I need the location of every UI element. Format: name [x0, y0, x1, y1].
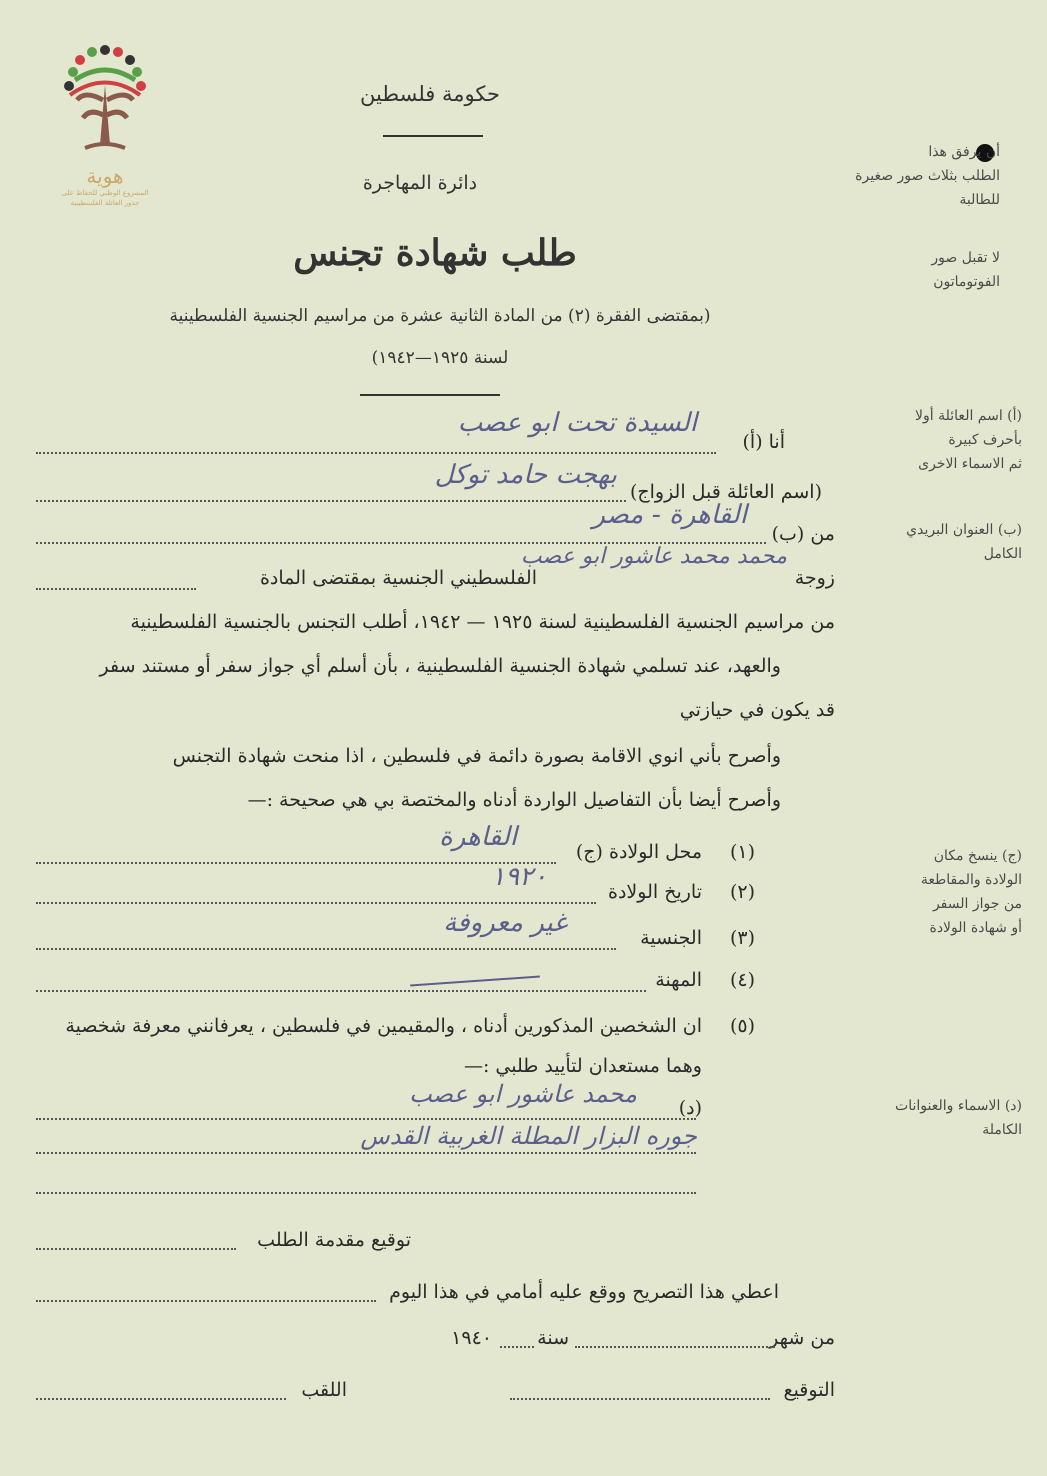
i-am-value: السيدة تحت ابو عصب [457, 408, 697, 438]
item-4-number: (٤) [729, 969, 755, 991]
note-photos [850, 140, 1000, 212]
item-1-label: محل الولادة (ج) [575, 841, 702, 863]
note-b-line-2: الكامل [983, 546, 1022, 562]
signature-label: التوقيع [783, 1379, 835, 1401]
note-d-line-1: (د) الاسماء والعنوانات [895, 1098, 1022, 1114]
from-label: من (ب) [771, 523, 835, 545]
item-3-dots [36, 948, 616, 950]
body-line-4: وأصرح بأني انوي الاقامة بصورة دائمة في فلسطين ، اذا منحت شهادة التجنس [172, 745, 781, 767]
references-label: (د) [678, 1097, 702, 1119]
note-no-photomaton [850, 246, 1000, 294]
year-label: سنة [537, 1327, 569, 1349]
signature-dots [510, 1398, 770, 1400]
applicant-signature-dots [36, 1248, 236, 1250]
note-c-line-1: (ج) ينسخ مكان [933, 848, 1022, 864]
maiden-name-dots [36, 500, 626, 502]
item-1-number: (١) [729, 841, 755, 863]
month-dots [575, 1346, 775, 1348]
item-5-number: (٥) [729, 1015, 755, 1037]
note-c [850, 844, 1022, 940]
wife-of-dots [36, 588, 196, 590]
maiden-name-label: (اسم العائلة قبل الزواج) [629, 481, 822, 503]
applicant-signature-label: توقيع مقدمة الطلب [257, 1229, 411, 1251]
form-subtitle-1: (بمقتضى الفقرة (٢) من المادة الثانية عشرة من مراسيم الجنسية الفلسطينية [169, 306, 711, 326]
logo-name: هوية [86, 164, 124, 188]
item-4-dots [36, 990, 646, 992]
from-value: القاهرة - مصر [592, 500, 747, 530]
maiden-name-value: بهجت حامد توكل [434, 460, 617, 490]
body-line-3: قد يكون في حيازتي [679, 699, 835, 721]
form-subtitle-2: لسنة ١٩٢٥—١٩٤٢) [371, 348, 509, 368]
title-dots [36, 1398, 286, 1400]
year-dots [500, 1346, 534, 1348]
note-no-photomaton-line-2: الفوتوماتون [933, 274, 1000, 290]
item-1-dots [36, 862, 556, 864]
note-b [850, 518, 1022, 566]
form-title: طلب شهادة تجنس [293, 232, 577, 274]
note-c-line-4: أو شهادة الولادة [929, 920, 1022, 936]
note-c-line-3: من جواز السفر [932, 896, 1022, 912]
item-2-dots [36, 902, 596, 904]
item-1-value: القاهرة [439, 822, 517, 852]
note-no-photomaton-line-1: لا تقبل صور [931, 250, 1000, 266]
item-5-text-1: ان الشخصين المذكورين أدناه ، والمقيمين في فلسطين ، يعرفانني معرفة شخصية [65, 1015, 702, 1037]
logo-tagline-1: المشروع الوطني للحفاظ على [61, 189, 149, 197]
note-c-line-2: الولادة والمقاطعة [920, 872, 1022, 888]
government-heading: حكومة فلسطين [360, 82, 500, 106]
note-a-line-2: بأحرف كبيرة [948, 432, 1022, 448]
year-value: ١٩٤٠ [451, 1327, 492, 1349]
item-2-number: (٢) [729, 881, 755, 903]
note-d [850, 1094, 1022, 1142]
reference-2-dots [36, 1152, 696, 1154]
item-4-dash [410, 975, 540, 986]
wife-of-value: محمد محمد عاشور ابو عصب [520, 544, 787, 569]
note-photos-line-2: الطلب بثلاث صور صغيرة [855, 168, 1000, 184]
note-b-line-1: (ب) العنوان البريدي [906, 522, 1022, 538]
note-a-line-1: (أ) اسم العائلة أولا [915, 408, 1022, 424]
wife-of-suffix: الفلسطيني الجنسية بمقتضى المادة [259, 567, 537, 589]
logo-tagline-2: جذور العائلة الفلسطينية [70, 199, 140, 207]
reference-1-value: محمد عاشور ابو عصب [409, 1080, 637, 1108]
header-rule-1 [383, 135, 483, 137]
reference-2-value: جوره البزار المطلة الغربية القدس [360, 1122, 697, 1150]
item-2-label: تاريخ الولادة [608, 881, 702, 903]
item-3-number: (٣) [729, 927, 755, 949]
header-rule-2 [360, 394, 500, 396]
item-3-value: غير معروفة [443, 908, 567, 938]
body-line-2: والعهد، عند تسلمي شهادة الجنسية الفلسطينية ، بأن أسلم أي جواز سفر أو مستند سفر [99, 655, 781, 677]
item-5-text-2: وهما مستعدان لتأييد طلبي :— [463, 1055, 702, 1077]
body-line-1: من مراسيم الجنسية الفلسطينية لسنة ١٩٢٥ — ١٩٤٢، أطلب التجنس بالجنسية الفلسطينية [130, 611, 835, 633]
title-label: اللقب [301, 1379, 347, 1401]
note-d-line-2: الكاملة [982, 1122, 1022, 1138]
note-a-line-3: ثم الاسماء الاخرى [918, 456, 1022, 472]
note-photos-line-1: أن يرفق هذا [928, 144, 1000, 160]
body-line-5: وأصرح أيضا بأن التفاصيل الواردة أدناه والمختصة بي هي صحيحة :— [247, 789, 781, 811]
i-am-dots [36, 452, 716, 454]
family-tree-icon [55, 40, 155, 160]
logo [55, 40, 155, 225]
wife-of-prefix: زوجة [794, 567, 835, 589]
reference-3-dots [36, 1192, 696, 1194]
note-a [850, 404, 1022, 476]
i-am-label: أنا (أ) [742, 431, 785, 453]
department-heading: دائرة المهاجرة [362, 172, 478, 194]
item-2-value: ١٩٢٠ [491, 862, 547, 892]
declaration-text: اعطي هذا التصريح ووقع عليه أمامي في هذا اليوم [389, 1281, 779, 1303]
item-4-label: المهنة [655, 969, 702, 991]
reference-1-dots [36, 1118, 696, 1120]
item-3-label: الجنسية [640, 927, 702, 949]
month-label: من شهر [769, 1327, 835, 1349]
declaration-dots [36, 1300, 376, 1302]
note-photos-line-3: للطالبة [959, 192, 1000, 208]
